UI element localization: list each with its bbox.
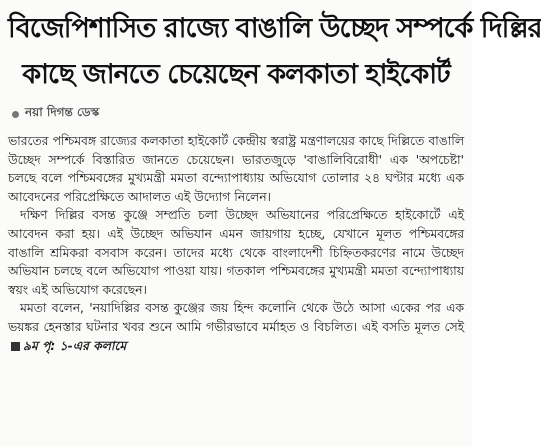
paragraph-3-text: মমতা বলেন, 'নয়াদিল্লির বসন্ত কুঞ্জের জয় হিন্দ কলোনি থেকে উঠে আসা একের পর এক ভয়ঙ্কর হেনস্তার ঘটনার খবর শুনে আমি গভীরভাবে মর্মাহত ও বিচলিত। এই বসতি মূলত সেই bbox=[8, 301, 464, 334]
paragraph-3 bbox=[8, 299, 464, 355]
headline-line-2: কাছে জানতে চেয়েছেন কলকাতা হাইকোর্ট bbox=[22, 59, 450, 90]
paragraph-2: দক্ষিণ দিল্লির বসন্ত কুঞ্জে সম্প্রতি চলা উচ্ছেদ অভিযানের পরিপ্রেক্ষিতে হাইকোর্টে এই আবেদন করা হয়। এই উচ্ছেদ অভিযান এমন জায়গায় হচ্ছে, যেখানে মূলত পশ্চিমবঙ্গের বাঙালি শ্রমিকরা বসবাস করেন। তাদের মধ্যে থেকে বাংলাদেশী চিহ্নিতকরণের নামে উচ্ছেদ অভিযান চলছে বলে অভিযোগ পাওয়া যায়। গতকাল পশ্চিমবঙ্গের মুখ্যমন্ত্রী মমতা বন্দ্যোপাধ্যায় স্বয়ং এই অভিযোগ করেছেন। bbox=[8, 208, 464, 297]
paragraph-1: ভারতের পশ্চিমবঙ্গ রাজ্যের কলকাতা হাইকোর্ট কেন্দ্রীয় স্বরাষ্ট্র মন্ত্রণালয়ের কাছে দিল্লিতে বাঙালি উচ্ছেদ সম্পর্কে বিস্তারিত জানতে চেয়েছেন। ভারতজুড়ে 'বাঙালিবিরোধী' এক 'অপচেষ্টা' চলছে বলে পশ্চিমবঙ্গের মুখ্যমন্ত্রী মমতা বন্দ্যোপাধ্যায় অভিযোগ তোলার ২৪ ঘণ্টার মধ্যে এক আবেদনের পরিপ্রেক্ষিতে আদালত এই উদ্যোগ নিলেন। bbox=[8, 134, 464, 204]
bullet-icon bbox=[12, 111, 19, 118]
continued-on-label: ৯ম পৃ: ১-এর কলামে bbox=[23, 338, 127, 353]
byline-text: নয়া দিগন্ত ডেস্ক bbox=[25, 105, 100, 119]
continue-marker-icon bbox=[11, 342, 20, 351]
headline bbox=[8, 6, 541, 98]
byline bbox=[8, 104, 464, 124]
article-body bbox=[8, 132, 464, 355]
headline-line-1: বিজেপিশাসিত রাজ্যে বাঙালি উচ্ছেদ সম্পর্কে দিল্লির bbox=[8, 13, 541, 44]
